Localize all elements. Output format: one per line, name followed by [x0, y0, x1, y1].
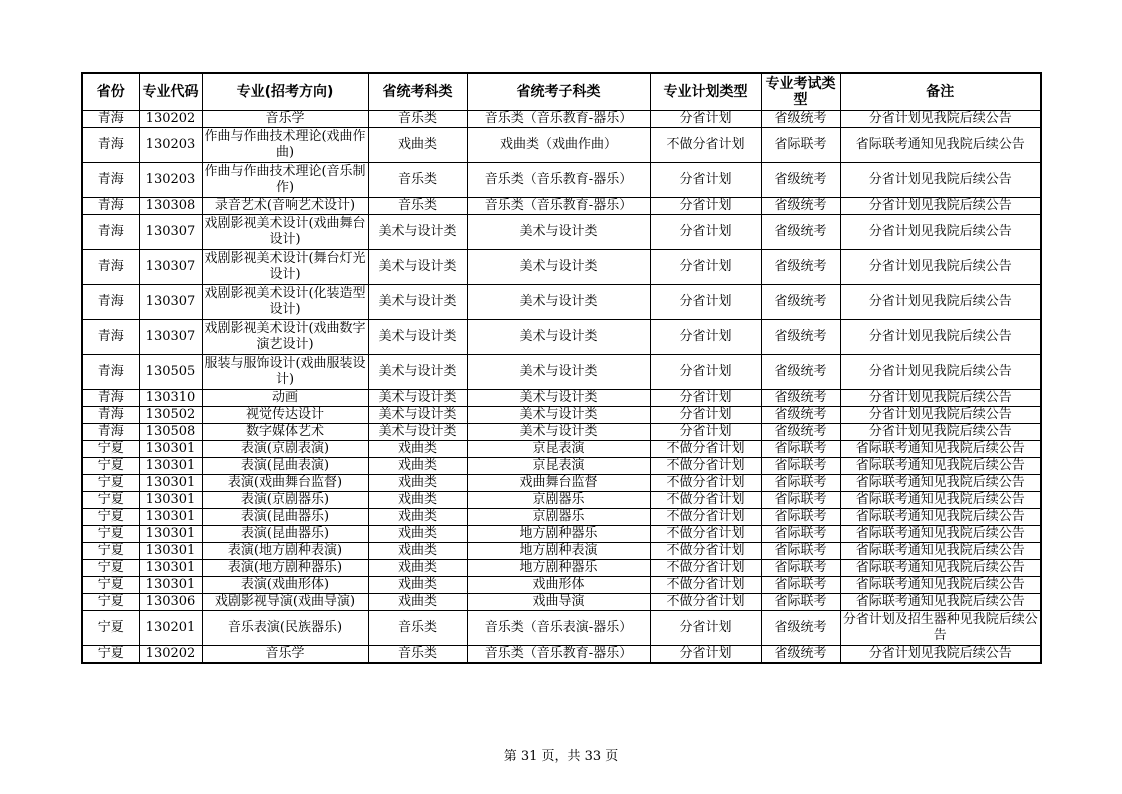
exam-type-cell: 省级统考 [761, 320, 840, 355]
plan-type-cell: 分省计划 [650, 215, 761, 250]
plan-type-cell: 分省计划 [650, 198, 761, 215]
exam-subcategory-cell: 美术与设计类 [467, 320, 650, 355]
table-row [82, 560, 1041, 577]
exam-type-cell: 省级统考 [761, 390, 840, 407]
major-code-cell: 130301 [139, 492, 202, 509]
plan-type-cell: 分省计划 [650, 250, 761, 285]
major-code-cell: 130301 [139, 526, 202, 543]
major-code-cell: 130307 [139, 320, 202, 355]
exam-subcategory-cell: 音乐类（音乐表演-器乐） [467, 611, 650, 646]
province-cell: 青海 [82, 111, 139, 128]
province-cell: 青海 [82, 355, 139, 390]
major-cell: 音乐学 [202, 111, 368, 128]
plan-type-cell: 不做分省计划 [650, 492, 761, 509]
major-code-cell: 130201 [139, 611, 202, 646]
table-row [82, 577, 1041, 594]
exam-type-cell: 省际联考 [761, 492, 840, 509]
major-cell: 录音艺术(音响艺术设计) [202, 198, 368, 215]
remarks-cell: 分省计划及招生器种见我院后续公告 [840, 611, 1041, 646]
table-row [82, 111, 1041, 128]
exam-category-cell: 美术与设计类 [368, 320, 467, 355]
exam-category-cell: 戏曲类 [368, 543, 467, 560]
exam-category-cell: 戏曲类 [368, 526, 467, 543]
header-plan-type: 专业计划类型 [650, 73, 761, 111]
table-row [82, 492, 1041, 509]
admissions-table [81, 72, 1042, 664]
remarks-cell: 省际联考通知见我院后续公告 [840, 526, 1041, 543]
province-cell: 宁夏 [82, 543, 139, 560]
table-row [82, 198, 1041, 215]
province-cell: 青海 [82, 250, 139, 285]
plan-type-cell: 分省计划 [650, 111, 761, 128]
major-cell: 戏剧影视导演(戏曲导演) [202, 594, 368, 611]
plan-type-cell: 不做分省计划 [650, 594, 761, 611]
exam-subcategory-cell: 美术与设计类 [467, 424, 650, 441]
remarks-cell: 分省计划见我院后续公告 [840, 390, 1041, 407]
plan-type-cell: 不做分省计划 [650, 441, 761, 458]
major-cell: 数字媒体艺术 [202, 424, 368, 441]
major-code-cell: 130203 [139, 163, 202, 198]
province-cell: 宁夏 [82, 509, 139, 526]
exam-type-cell: 省际联考 [761, 475, 840, 492]
major-cell: 表演(京剧器乐) [202, 492, 368, 509]
exam-type-cell: 省级统考 [761, 215, 840, 250]
remarks-cell: 省际联考通知见我院后续公告 [840, 594, 1041, 611]
exam-type-cell: 省级统考 [761, 198, 840, 215]
plan-type-cell: 不做分省计划 [650, 577, 761, 594]
major-cell: 表演(地方剧种表演) [202, 543, 368, 560]
major-cell: 表演(戏曲舞台监督) [202, 475, 368, 492]
province-cell: 宁夏 [82, 577, 139, 594]
exam-type-cell: 省际联考 [761, 594, 840, 611]
table-row [82, 475, 1041, 492]
exam-subcategory-cell: 京剧器乐 [467, 492, 650, 509]
plan-type-cell: 不做分省计划 [650, 560, 761, 577]
province-cell: 宁夏 [82, 492, 139, 509]
remarks-cell: 省际联考通知见我院后续公告 [840, 560, 1041, 577]
exam-type-cell: 省级统考 [761, 285, 840, 320]
province-cell: 青海 [82, 128, 139, 163]
province-cell: 宁夏 [82, 441, 139, 458]
remarks-cell: 省际联考通知见我院后续公告 [840, 128, 1041, 163]
table-row [82, 594, 1041, 611]
exam-subcategory-cell: 戏曲类（戏曲作曲） [467, 128, 650, 163]
exam-subcategory-cell: 美术与设计类 [467, 285, 650, 320]
exam-type-cell: 省级统考 [761, 250, 840, 285]
exam-type-cell: 省际联考 [761, 526, 840, 543]
remarks-cell: 分省计划见我院后续公告 [840, 355, 1041, 390]
province-cell: 青海 [82, 390, 139, 407]
exam-category-cell: 音乐类 [368, 646, 467, 664]
major-cell: 表演(京剧表演) [202, 441, 368, 458]
major-code-cell: 130505 [139, 355, 202, 390]
table-row [82, 611, 1041, 646]
remarks-cell: 分省计划见我院后续公告 [840, 285, 1041, 320]
remarks-cell: 分省计划见我院后续公告 [840, 163, 1041, 198]
exam-category-cell: 戏曲类 [368, 492, 467, 509]
table-row [82, 285, 1041, 320]
table-row [82, 128, 1041, 163]
exam-category-cell: 美术与设计类 [368, 407, 467, 424]
exam-subcategory-cell: 音乐类（音乐教育-器乐） [467, 198, 650, 215]
province-cell: 宁夏 [82, 458, 139, 475]
header-exam-type: 专业考试类型 [761, 73, 840, 111]
province-cell: 青海 [82, 424, 139, 441]
province-cell: 青海 [82, 198, 139, 215]
exam-subcategory-cell: 京昆表演 [467, 441, 650, 458]
exam-type-cell: 省级统考 [761, 424, 840, 441]
major-code-cell: 130301 [139, 509, 202, 526]
major-code-cell: 130203 [139, 128, 202, 163]
province-cell: 宁夏 [82, 475, 139, 492]
exam-category-cell: 美术与设计类 [368, 355, 467, 390]
major-code-cell: 130307 [139, 215, 202, 250]
table-row [82, 250, 1041, 285]
exam-category-cell: 戏曲类 [368, 560, 467, 577]
exam-type-cell: 省际联考 [761, 577, 840, 594]
exam-category-cell: 戏曲类 [368, 128, 467, 163]
plan-type-cell: 分省计划 [650, 163, 761, 198]
remarks-cell: 分省计划见我院后续公告 [840, 646, 1041, 664]
header-major: 专业(招考方向) [202, 73, 368, 111]
plan-type-cell: 分省计划 [650, 424, 761, 441]
exam-type-cell: 省级统考 [761, 611, 840, 646]
exam-type-cell: 省际联考 [761, 543, 840, 560]
plan-type-cell: 分省计划 [650, 407, 761, 424]
exam-type-cell: 省际联考 [761, 509, 840, 526]
exam-category-cell: 美术与设计类 [368, 390, 467, 407]
exam-category-cell: 音乐类 [368, 163, 467, 198]
exam-type-cell: 省级统考 [761, 163, 840, 198]
province-cell: 宁夏 [82, 594, 139, 611]
exam-category-cell: 美术与设计类 [368, 285, 467, 320]
exam-subcategory-cell: 音乐类（音乐教育-器乐） [467, 111, 650, 128]
exam-subcategory-cell: 京昆表演 [467, 458, 650, 475]
exam-type-cell: 省际联考 [761, 441, 840, 458]
remarks-cell: 分省计划见我院后续公告 [840, 320, 1041, 355]
remarks-cell: 省际联考通知见我院后续公告 [840, 441, 1041, 458]
province-cell: 宁夏 [82, 611, 139, 646]
major-code-cell: 130301 [139, 543, 202, 560]
plan-type-cell: 不做分省计划 [650, 128, 761, 163]
remarks-cell: 分省计划见我院后续公告 [840, 111, 1041, 128]
major-cell: 动画 [202, 390, 368, 407]
table-row [82, 163, 1041, 198]
exam-category-cell: 音乐类 [368, 198, 467, 215]
exam-type-cell: 省际联考 [761, 128, 840, 163]
plan-type-cell: 不做分省计划 [650, 526, 761, 543]
table-row [82, 355, 1041, 390]
plan-type-cell: 分省计划 [650, 646, 761, 664]
table-row [82, 509, 1041, 526]
exam-subcategory-cell: 音乐类（音乐教育-器乐） [467, 163, 650, 198]
exam-category-cell: 音乐类 [368, 111, 467, 128]
table-row [82, 407, 1041, 424]
table-row [82, 646, 1041, 664]
exam-subcategory-cell: 地方剧种器乐 [467, 560, 650, 577]
remarks-cell: 分省计划见我院后续公告 [840, 215, 1041, 250]
header-major-code: 专业代码 [139, 73, 202, 111]
plan-type-cell: 分省计划 [650, 285, 761, 320]
exam-category-cell: 戏曲类 [368, 577, 467, 594]
header-remarks: 备注 [840, 73, 1041, 111]
province-cell: 青海 [82, 320, 139, 355]
table-row [82, 320, 1041, 355]
major-code-cell: 130301 [139, 475, 202, 492]
table-row [82, 215, 1041, 250]
major-cell: 音乐表演(民族器乐) [202, 611, 368, 646]
major-cell: 音乐学 [202, 646, 368, 664]
exam-subcategory-cell: 地方剧种表演 [467, 543, 650, 560]
exam-subcategory-cell: 戏曲舞台监督 [467, 475, 650, 492]
exam-category-cell: 美术与设计类 [368, 215, 467, 250]
province-cell: 青海 [82, 285, 139, 320]
major-code-cell: 130308 [139, 198, 202, 215]
plan-type-cell: 分省计划 [650, 611, 761, 646]
exam-subcategory-cell: 戏曲导演 [467, 594, 650, 611]
province-cell: 宁夏 [82, 526, 139, 543]
exam-category-cell: 戏曲类 [368, 441, 467, 458]
exam-category-cell: 美术与设计类 [368, 424, 467, 441]
major-cell: 作曲与作曲技术理论(音乐制作) [202, 163, 368, 198]
exam-type-cell: 省级统考 [761, 111, 840, 128]
remarks-cell: 省际联考通知见我院后续公告 [840, 577, 1041, 594]
remarks-cell: 分省计划见我院后续公告 [840, 424, 1041, 441]
major-cell: 表演(地方剧种器乐) [202, 560, 368, 577]
table-row [82, 458, 1041, 475]
exam-subcategory-cell: 美术与设计类 [467, 407, 650, 424]
major-code-cell: 130301 [139, 560, 202, 577]
remarks-cell: 省际联考通知见我院后续公告 [840, 509, 1041, 526]
province-cell: 青海 [82, 163, 139, 198]
remarks-cell: 省际联考通知见我院后续公告 [840, 475, 1041, 492]
remarks-cell: 省际联考通知见我院后续公告 [840, 458, 1041, 475]
major-cell: 表演(戏曲形体) [202, 577, 368, 594]
exam-type-cell: 省际联考 [761, 560, 840, 577]
exam-subcategory-cell: 美术与设计类 [467, 250, 650, 285]
page-number: 第 31 页，共 33 页 [503, 749, 619, 764]
major-cell: 表演(昆曲表演) [202, 458, 368, 475]
plan-type-cell: 分省计划 [650, 390, 761, 407]
major-cell: 戏剧影视美术设计(戏曲舞台设计) [202, 215, 368, 250]
major-cell: 戏剧影视美术设计(戏曲数字演艺设计) [202, 320, 368, 355]
exam-category-cell: 戏曲类 [368, 458, 467, 475]
table-row [82, 390, 1041, 407]
major-code-cell: 130301 [139, 577, 202, 594]
province-cell: 宁夏 [82, 646, 139, 664]
exam-category-cell: 音乐类 [368, 611, 467, 646]
major-cell: 视觉传达设计 [202, 407, 368, 424]
major-cell: 作曲与作曲技术理论(戏曲作曲) [202, 128, 368, 163]
major-code-cell: 130508 [139, 424, 202, 441]
major-code-cell: 130502 [139, 407, 202, 424]
remarks-cell: 省际联考通知见我院后续公告 [840, 543, 1041, 560]
table-row [82, 543, 1041, 560]
remarks-cell: 分省计划见我院后续公告 [840, 250, 1041, 285]
exam-type-cell: 省级统考 [761, 355, 840, 390]
remarks-cell: 省际联考通知见我院后续公告 [840, 492, 1041, 509]
major-code-cell: 130202 [139, 646, 202, 664]
exam-subcategory-cell: 美术与设计类 [467, 355, 650, 390]
major-code-cell: 130307 [139, 250, 202, 285]
exam-subcategory-cell: 戏曲形体 [467, 577, 650, 594]
table-body [82, 111, 1041, 664]
remarks-cell: 分省计划见我院后续公告 [840, 198, 1041, 215]
major-code-cell: 130301 [139, 458, 202, 475]
table-row [82, 526, 1041, 543]
table-header-row [82, 73, 1041, 111]
exam-type-cell: 省际联考 [761, 458, 840, 475]
major-cell: 戏剧影视美术设计(舞台灯光设计) [202, 250, 368, 285]
exam-category-cell: 戏曲类 [368, 594, 467, 611]
plan-type-cell: 不做分省计划 [650, 543, 761, 560]
remarks-cell: 分省计划见我院后续公告 [840, 407, 1041, 424]
exam-category-cell: 戏曲类 [368, 509, 467, 526]
major-cell: 戏剧影视美术设计(化装造型设计) [202, 285, 368, 320]
major-code-cell: 130301 [139, 441, 202, 458]
exam-category-cell: 戏曲类 [368, 475, 467, 492]
exam-type-cell: 省级统考 [761, 646, 840, 664]
table-row [82, 424, 1041, 441]
plan-type-cell: 不做分省计划 [650, 458, 761, 475]
province-cell: 宁夏 [82, 560, 139, 577]
major-code-cell: 130310 [139, 390, 202, 407]
plan-type-cell: 不做分省计划 [650, 475, 761, 492]
major-cell: 服装与服饰设计(戏曲服装设计) [202, 355, 368, 390]
major-cell: 表演(昆曲器乐) [202, 509, 368, 526]
major-cell: 表演(昆曲器乐) [202, 526, 368, 543]
plan-type-cell: 分省计划 [650, 355, 761, 390]
exam-subcategory-cell: 地方剧种器乐 [467, 526, 650, 543]
province-cell: 青海 [82, 215, 139, 250]
plan-type-cell: 不做分省计划 [650, 509, 761, 526]
header-province: 省份 [82, 73, 139, 111]
exam-subcategory-cell: 美术与设计类 [467, 390, 650, 407]
major-code-cell: 130307 [139, 285, 202, 320]
exam-type-cell: 省级统考 [761, 407, 840, 424]
plan-type-cell: 分省计划 [650, 320, 761, 355]
header-exam-subcategory: 省统考子科类 [467, 73, 650, 111]
exam-subcategory-cell: 美术与设计类 [467, 215, 650, 250]
header-exam-category: 省统考科类 [368, 73, 467, 111]
province-cell: 青海 [82, 407, 139, 424]
exam-subcategory-cell: 京剧器乐 [467, 509, 650, 526]
table-row [82, 441, 1041, 458]
exam-category-cell: 美术与设计类 [368, 250, 467, 285]
major-code-cell: 130202 [139, 111, 202, 128]
exam-subcategory-cell: 音乐类（音乐教育-器乐） [467, 646, 650, 664]
major-code-cell: 130306 [139, 594, 202, 611]
